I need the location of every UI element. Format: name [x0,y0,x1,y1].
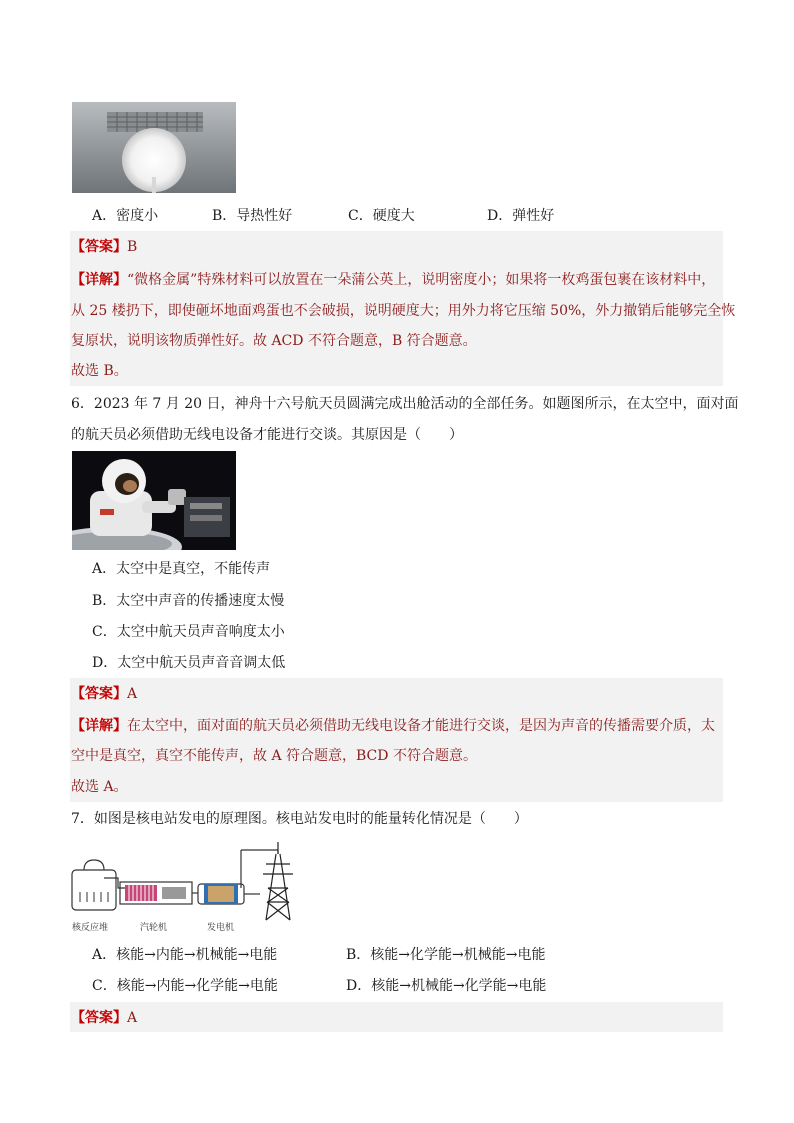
q6-stem-line-2: 的航天员必须借助无线电设备才能进行交谈。其原因是（ ） [71,427,463,443]
q7-option-a: A．核能→内能→机械能→电能 [92,947,278,963]
astronaut-image [72,451,236,550]
q6-detail-line-2: 空中是真空，真空不能传声，故 A 符合题意，BCD 不符合题意。 [71,748,477,764]
q6-answer [71,684,137,704]
answer-label: 【答案】 [71,686,127,702]
answer-value: A [127,686,138,702]
q6-detail-line-1 [71,716,715,736]
q6-option-b: B．太空中声音的传播速度太慢 [92,593,285,609]
q7-option-c: C．核能→内能→化学能→电能 [92,978,278,994]
q6-answer-block [70,678,723,802]
q6-option-d: D．太空中航天员声音音调太低 [92,655,286,671]
q7-stem: 7．如图是核电站发电的原理图。核电站发电时的能量转化情况是（ ） [71,811,528,827]
q5-detail-line-3: 复原状，说明该物质弹性好。故 ACD 不符合题意，B 符合题意。 [71,333,477,349]
q7-option-b: B．核能→化学能→机械能→电能 [346,947,546,963]
nuclear-plant-diagram [70,840,310,935]
figure-label-turbine: 汽轮机 [140,923,168,933]
answer-label: 【答案】 [71,1010,127,1026]
answer-value: B [127,239,138,255]
answer-value: A [127,1010,138,1026]
q5-option-b: B．导热性好 [212,208,293,224]
q5-detail-text-1: “微格金属”特殊材料可以放置在一朵蒲公英上，说明密度小；如果将一枚鸡蛋包裹在该材料中， [127,272,716,288]
q7-answer-block [70,1002,723,1032]
figure-label-generator: 发电机 [207,923,235,933]
q7-answer [71,1008,137,1028]
q6-option-a: A．太空中是真空，不能传声 [92,561,271,577]
q5-conclusion: 故选 B。 [71,363,128,379]
q5-option-d: D．弹性好 [487,208,555,224]
q5-option-c: C．硬度大 [348,208,415,224]
q5-option-a: A．密度小 [92,208,159,224]
q6-option-c: C．太空中航天员声音响度太小 [92,624,285,640]
detail-label: 【详解】 [71,272,127,288]
figure-label-reactor: 核反应堆 [72,923,109,933]
dandelion-metal-image [72,102,236,193]
q6-detail-text-1: 在太空中，面对面的航天员必须借助无线电设备才能进行交谈，是因为声音的传播需要介质，太 [127,718,715,734]
q5-detail-line-1 [71,270,715,290]
q6-stem-line-1: 6．2023 年 7 月 20 日，神舟十六号航天员圆满完成出舱活动的全部任务。如题图所示，在太空中，面对面 [71,396,739,412]
q5-detail-line-2: 从 25 楼扔下，即使砸坏地面鸡蛋也不会破损，说明硬度大；用外力将它压缩 50%，外力撤销后能够完全恢 [71,303,736,319]
q7-option-d: D．核能→机械能→化学能→电能 [346,978,547,994]
q5-answer [71,237,137,257]
answer-label: 【答案】 [71,239,127,255]
detail-label: 【详解】 [71,718,127,734]
q6-conclusion: 故选 A。 [71,779,128,795]
